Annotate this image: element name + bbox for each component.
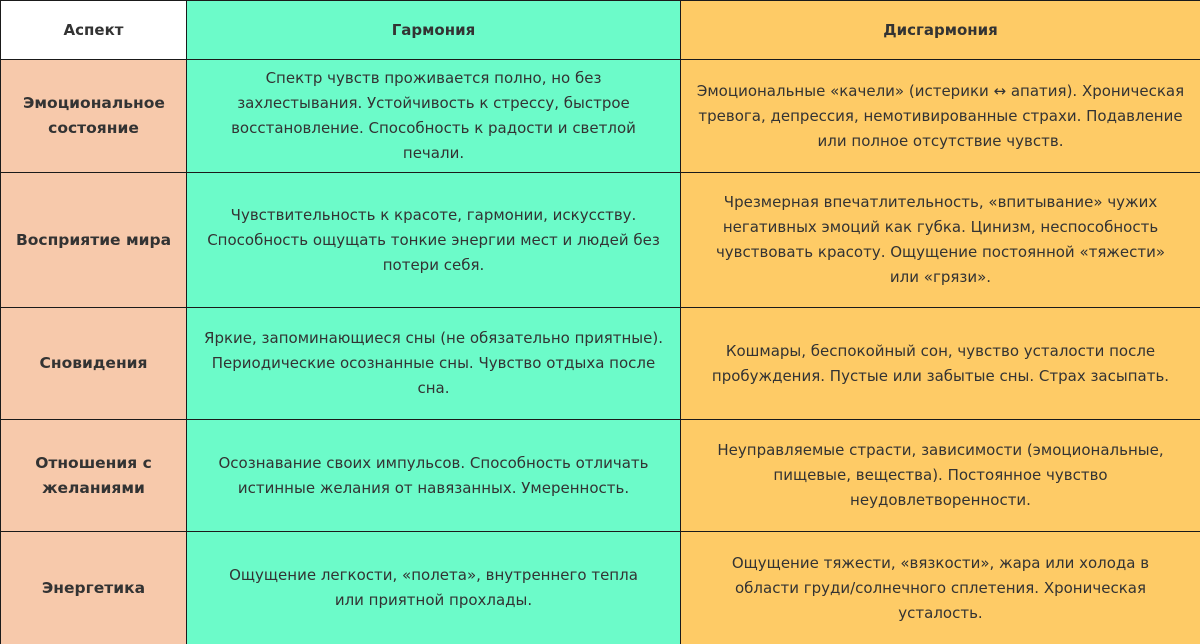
disharmony-cell: Неуправляемые страсти, зависимости (эмоциональные, пищевые, вещества). Постоянное чувство неудовлетворенности.	[681, 420, 1200, 532]
harmony-cell: Осознавание своих импульсов. Способность отличать истинные желания от навязанных. Умеренность.	[187, 420, 681, 532]
table-row	[1, 173, 1200, 308]
table-row	[1, 60, 1200, 173]
table-row	[1, 420, 1200, 532]
aspect-cell: Сновидения	[1, 308, 187, 420]
disharmony-cell: Эмоциональные «качели» (истерики ↔ апатия). Хроническая тревога, депрессия, немотивированные страхи. Подавление или полное отсутствие чувств.	[681, 60, 1200, 173]
header-aspect: Аспект	[1, 1, 187, 60]
harmony-cell: Яркие, запоминающиеся сны (не обязательно приятные). Периодические осознанные сны. Чувство отдыха после сна.	[187, 308, 681, 420]
harmony-cell: Чувствительность к красоте, гармонии, искусству. Способность ощущать тонкие энергии мест и людей без потери себя.	[187, 173, 681, 308]
header-harmony: Гармония	[187, 1, 681, 60]
disharmony-cell: Чрезмерная впечатлительность, «впитывание» чужих негативных эмоций как губка. Цинизм, неспособность чувствовать красоту. Ощущение постоянной «тяжести» или «грязи».	[681, 173, 1200, 308]
header-row	[1, 1, 1200, 60]
harmony-cell: Ощущение легкости, «полета», внутреннего тепла или приятной прохлады.	[187, 532, 681, 644]
aspect-cell: Восприятие мира	[1, 173, 187, 308]
table-row	[1, 532, 1200, 644]
aspect-cell: Энергетика	[1, 532, 187, 644]
table-row	[1, 308, 1200, 420]
disharmony-cell: Ощущение тяжести, «вязкости», жара или холода в области груди/солнечного сплетения. Хроническая усталость.	[681, 532, 1200, 644]
aspect-cell: Эмоциональное состояние	[1, 60, 187, 173]
harmony-cell: Спектр чувств проживается полно, но без захлестывания. Устойчивость к стрессу, быстрое восстановление. Способность к радости и светлой печали.	[187, 60, 681, 173]
header-disharmony: Дисгармония	[681, 1, 1200, 60]
disharmony-cell: Кошмары, беспокойный сон, чувство усталости после пробуждения. Пустые или забытые сны. Страх засыпать.	[681, 308, 1200, 420]
aspect-cell: Отношения с желаниями	[1, 420, 187, 532]
